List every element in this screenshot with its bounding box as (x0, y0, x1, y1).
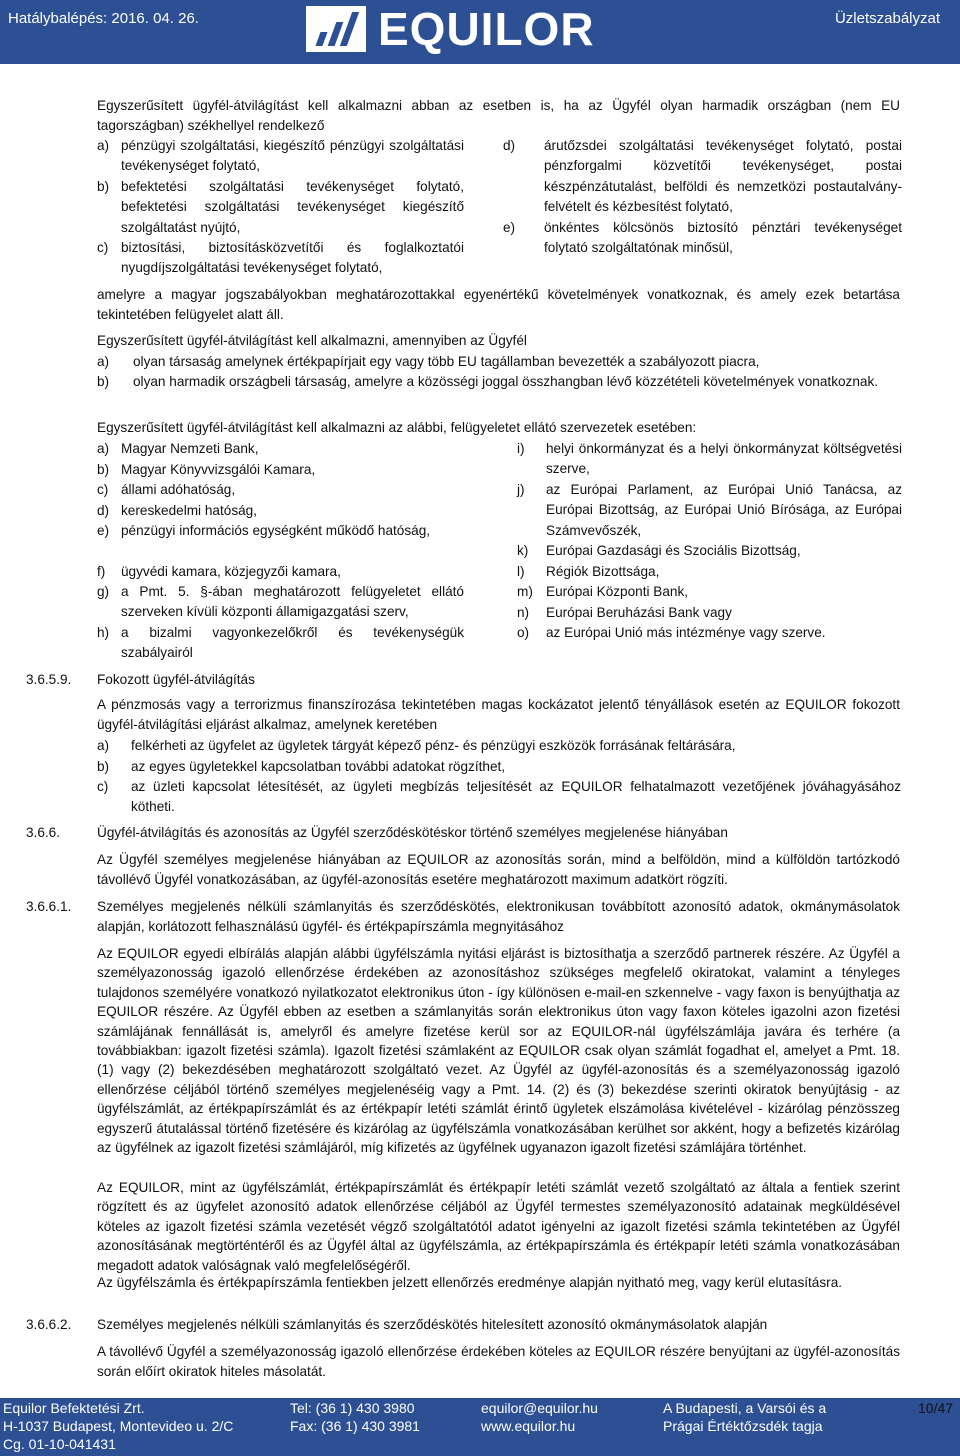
footer-website[interactable]: www.equilor.hu (481, 1418, 576, 1434)
list-item: olyan társaság amelynek értékpapírjait egy vagy több EU tagállamban bevezették a szabályozott piacra, (133, 354, 760, 369)
intro-paragraph: Egyszerűsített ügyfél-átvilágítást kell alkalmazni abban az esetben is, ha az Ügyfél olyan harmadik országban (nem EU tagországban) székhellyel rendelkező (97, 98, 900, 134)
footer-email[interactable]: equilor@equilor.hu (481, 1400, 598, 1416)
logo-mark-icon (306, 6, 366, 52)
list-item: pénzügyi szolgáltatási, kiegészítő pénzügyi szolgáltatási tevékenységet folytató, (121, 138, 464, 174)
list-item: Régiók Bizottsága, (546, 564, 660, 579)
list-label: a) (97, 738, 110, 753)
section-paragraph: Az EQUILOR egyedi elbírálás alapján alábbi ügyfélszámla nyitási eljárást is biztosíthatja a szerződő partnerek részére. Az Ügyfél a személyazonosság igazoló ellenőrzése érdekében az azonosításhoz szükséges megfelelő okiratokat, valamint a tényleges tulajdonos személyére vonatkozó nyilatkozatot elektronikus úton - így különösen e-mail-en szkennelve - vagy faxon is benyújthatja az EQUILOR részére. Az Ügyfél ebben az esetben a számlanyitás során elektronikus úton vagy faxon köteles igazolni azon fizetési számlájának fennállását is, amelyről és amelyre fizetése kerül sor az EQUILOR-nál ügyfélszámlája javára és terhére (a továbbiakban: igazolt fizetési számla). Igazolt fizetési számlaként az EQUILOR csak olyan számlát fogadhat el, amelyet a Pmt. 18. (1) vagy (2) bekezdésében meghatározott szolgáltató vezet. Az Ügyfél az ügyfél-azonosítás és a személyazonosság igazoló ellenőrzése céljából történő személyes megjelenéséig vagy a Pmt. 14. (2) és (3) bekezdése szerinti okiratok benyújtásig - az ügyfélszámlát, az értékpapírszámlát és az értékpapír letéti számlát érintő ügyletek elszámolása kivételével - kizárólag pénzösszeg egyszerű átutalással történő fizetésére és kizárólag az ügyfélszámla vonatkozásában kerülhet sor akként, hogy a befizetés kizárólag az ügyfélnek az igazolt fizetési számlájáról, míg kifizetés az ügyfélnek ugyanazon igazolt fizetési számlájára történhet. (97, 946, 900, 1156)
list-label: m) (517, 584, 533, 599)
list-label: b) (97, 462, 110, 477)
list-item: önkéntes kölcsönös biztosító pénztári tevékenységet folytató szolgáltatónak minősül, (544, 220, 902, 256)
list-label: c) (97, 482, 109, 497)
list-label: c) (97, 779, 109, 794)
footer-membership-line1: A Budapesti, a Varsói és a (663, 1400, 827, 1416)
list-item: az egyes ügyletekkel kapcsolatban további adatokat rögzíthet, (131, 759, 506, 774)
intro-after-paragraph: amelyre a magyar jogszabályokban meghatározottakkal egyenértékű követelmények vonatkoznak, és amely ezek betartása tekintetében felügyelet alatt áll. (97, 287, 900, 323)
section-paragraph: A távollévő Ügyfél a személyazonosság igazoló ellenőrzése érdekében köteles az EQUILOR részére benyújtani az ügyfél-azonosítás során előírt okiratok hiteles másolatát. (97, 1344, 900, 1380)
list-label: h) (97, 625, 110, 640)
logo-wordmark: EQUILOR (378, 3, 595, 55)
list-label: k) (517, 543, 529, 558)
list-item: felkérheti az ügyfelet az ügyletek tárgyát képező pénz- és pénzügyi eszközök forrásának feltárására, (131, 738, 736, 753)
list-label: a) (97, 354, 110, 369)
list-label: o) (517, 625, 530, 640)
list-label: l) (517, 564, 525, 579)
section-title: Személyes megjelenés nélküli számlanyitás és szerződéskötés, elektronikusan továbbított azonosító adatok, okmánymásolatok alapján, korlátozott felhasználású ügyfél- és értékpapírszámla megnyitásához (97, 899, 900, 935)
section-number: 3.6.6. (26, 825, 61, 840)
list-item: Magyar Könyvvizsgálói Kamara, (121, 462, 316, 477)
section-number: 3.6.6.1. (26, 899, 72, 914)
list-label: j) (517, 482, 525, 497)
page-number: 10/47 (918, 1400, 954, 1416)
list-item: az Európai Parlament, az Európai Unió Tanácsa, az Európai Bizottság, az Európai Unió Bírósága, az Európai Számvevőszék, (546, 482, 902, 538)
list-label: e) (97, 523, 110, 538)
footer-fax: Fax: (36 1) 430 3981 (290, 1418, 420, 1434)
list-item: árutőzsdei szolgáltatási tevékenységet folytató, postai pénzforgalmi közvetítői tevékenységet, postai készpénzátutalást, belföldi és nemzetközi postautalvány-felvételt és kézbesítést folytató, (544, 138, 902, 215)
list-item: az Európai Unió más intézménye vagy szerve. (546, 625, 826, 640)
section-paragraph: A pénzmosás vagy a terrorizmus finanszírozása tekintetében magas kockázatot jelentő tényállások esetén az EQUILOR fokozott ügyfél-átvilágítási eljárást alkalmaz, amelynek keretében (97, 697, 900, 733)
section-title: Személyes megjelenés nélküli számlanyitás és szerződéskötés hitelesített azonosító okmánymásolatok alapján (97, 1317, 768, 1332)
list-item: Európai Központi Bank, (546, 584, 689, 599)
list-label: f) (97, 564, 106, 579)
footer-company: Equilor Befektetési Zrt. (3, 1400, 145, 1416)
list-item: biztosítási, biztosításközvetítői és foglalkoztatói nyugdíjszolgáltatási tevékenységet folytató, (121, 240, 464, 276)
list-item: olyan harmadik országbeli társaság, amelyre a közösségi joggal összhangban lévő közzétételi követelmények vonatkoznak. (133, 374, 879, 389)
list-item: állami adóhatóság, (121, 482, 236, 497)
list-item: pénzügyi információs egységként működő hatóság, (121, 523, 431, 538)
list-item: a Pmt. 5. §-ában meghatározott felügyeletet ellátó szerveken kívüli központi államigazgatási szerv, (121, 584, 464, 620)
effective-date: Hatálybalépés: 2016. 04. 26. (8, 10, 199, 27)
list-label: d) (503, 138, 516, 153)
page-header (0, 0, 960, 64)
section-number: 3.6.6.2. (26, 1317, 72, 1332)
section-title: Fokozott ügyfél-átvilágítás (97, 672, 255, 687)
list-label: i) (517, 441, 525, 456)
section-paragraph: Az EQUILOR, mint az ügyfélszámlát, értékpapírszámlát és értékpapír letéti számlát vezető szolgáltató az általa a fentiek szerint rögzített és az ügyfelet azonosító adatok ellenőrzése céljából az Ügyfél termestes személyazonosító adatainak megküldésével köteles az igazolt fizetési számla vezetését végző szolgáltatótól adatot igényelni az igazolt fizetési számla tekintetében az Ügyfél azonosításának megtörténtéről és az Ügyfél által az ügyfélszámla, az értékpapírszámla és értékpapír letéti számla vonatkozásában megadott adatok valóságnak való megfelelőségéről. (97, 1180, 900, 1273)
list-label: e) (503, 220, 516, 235)
list-item: Magyar Nemzeti Bank, (121, 441, 259, 456)
list-item: kereskedelmi hatóság, (121, 503, 258, 518)
list-label: g) (97, 584, 110, 599)
list-item: az üzleti kapcsolat létesítését, az ügyleti megbízás teljesítését az EQUILOR felhatalmazott vezetőjének jóváhagyásához kötheti. (131, 779, 901, 815)
section-number: 3.6.5.9. (26, 672, 72, 687)
list-item: Európai Gazdasági és Szociális Bizottság, (546, 543, 801, 558)
sec2-paragraph: Egyszerűsített ügyfél-átvilágítást kell alkalmazni, amennyiben az Ügyfél (97, 333, 527, 348)
footer-phone: Tel: (36 1) 430 3980 (290, 1400, 415, 1416)
footer-address: H-1037 Budapest, Montevideo u. 2/C (3, 1418, 234, 1434)
section-paragraph: Az ügyfélszámla és értékpapírszámla fentiekben jelzett ellenőrzés eredménye alapján nyitható meg, vagy kerül elutasításra. (97, 1275, 843, 1290)
footer-membership-line2: Prágai Értéktőzsdék tagja (663, 1418, 823, 1434)
list-item: Európai Beruházási Bank vagy (546, 605, 732, 620)
sec3-paragraph: Egyszerűsített ügyfél-átvilágítást kell alkalmazni az alábbi, felügyeletet ellátó szervezetek esetében: (97, 420, 697, 435)
section-title: Ügyfél-átvilágítás és azonosítás az Ügyfél szerződéskötéskor történő személyes megjelenése hiányában (97, 825, 728, 840)
list-label: b) (97, 374, 110, 389)
equilor-logo (306, 4, 626, 54)
list-label: d) (97, 503, 110, 518)
list-item: a bizalmi vagyonkezelőkről és tevékenységük szabályairól (121, 625, 464, 661)
list-label: b) (97, 759, 110, 774)
list-label: a) (97, 138, 110, 153)
list-item: helyi önkormányzat és a helyi önkormányzat költségvetési szerve, (546, 441, 902, 477)
page-footer (0, 1398, 960, 1456)
list-label: c) (97, 240, 109, 255)
list-item: befektetési szolgáltatási tevékenységet folytató, befektetési szolgáltatási tevékenységet kiegészítő szolgáltatást nyújtó, (121, 179, 464, 235)
footer-registration: Cg. 01-10-041431 (3, 1436, 116, 1452)
list-label: n) (517, 605, 530, 620)
section-paragraph: Az Ügyfél személyes megjelenése hiányában az EQUILOR az azonosítás során, mind a belföldön, mind a külföldön tartózkodó távollévő Ügyfél vonatkozásában, az ügyfél-azonosítás esetére meghatározott maximum adatkört rögzíti. (97, 852, 900, 888)
document-title: Üzletszabályzat (834, 10, 940, 27)
list-label: a) (97, 441, 110, 456)
list-label: b) (97, 179, 110, 194)
list-item: ügyvédi kamara, közjegyzői kamara, (121, 564, 341, 579)
